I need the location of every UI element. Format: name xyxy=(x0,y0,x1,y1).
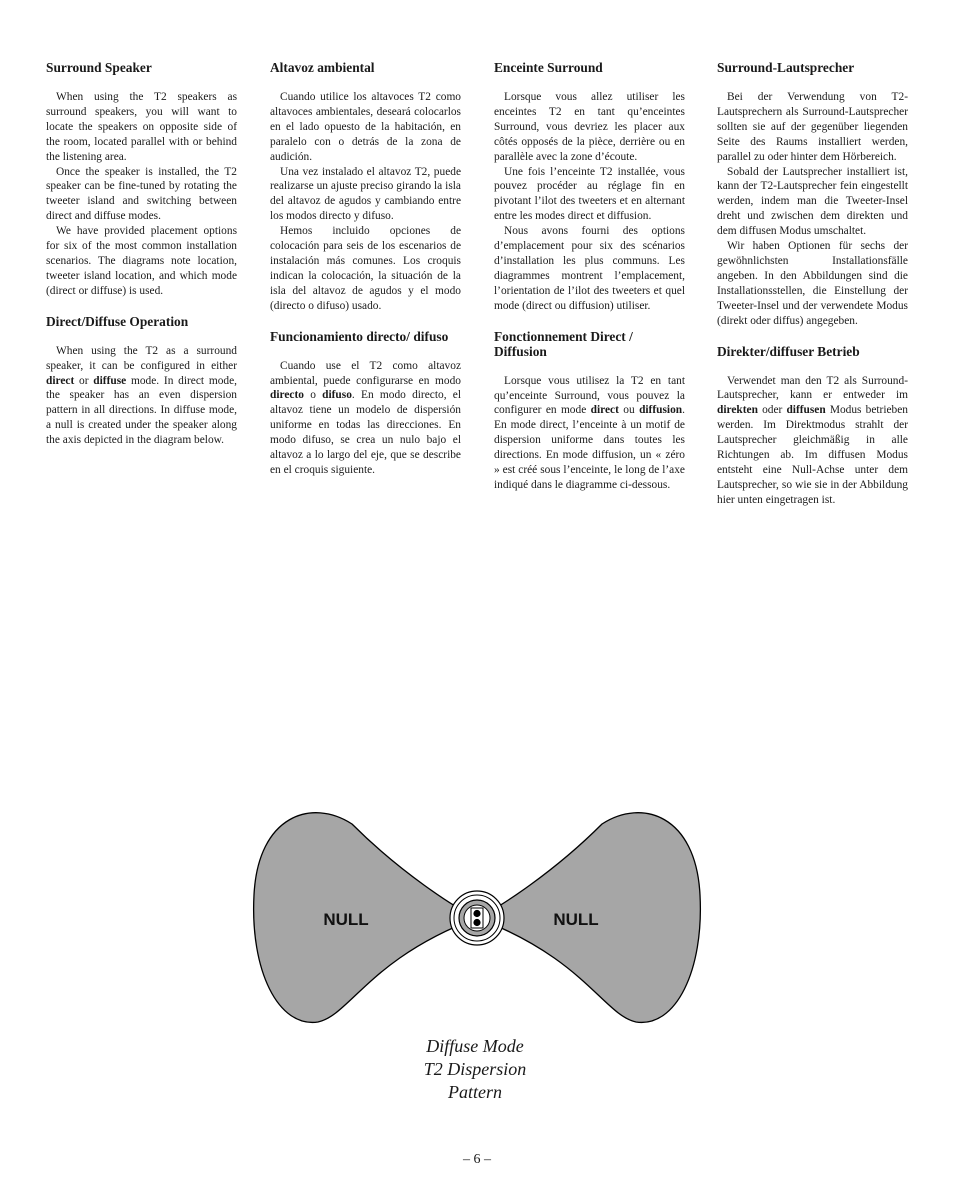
paragraph: Cuando utilice los altavoces T2 como altavoces ambientales, deseará colocarlos en el lado opuesto de la habitación, en paralelo con o detrás de la zona de audición. xyxy=(270,91,461,163)
page-number: – 6 – xyxy=(463,1152,491,1167)
section-heading: Direct/Diffuse Operation xyxy=(46,313,189,329)
bold-term: direkten xyxy=(717,404,758,417)
paragraph: Wir haben Optionen für sechs der gewöhnlichsten Installationsfälle angeben. In den Abbildungen sind die Installationsstellen, die Einstellung der Tweeter-Insel und der verwendete Modus (direkt oder diffus) angegeben. xyxy=(717,240,908,327)
paragraph: When using the T2 speakers as surround speakers, you will want to locate the speakers on opposite side of the room, located parallel with or behind the listening area. xyxy=(46,91,237,163)
null-label-left: NULL xyxy=(323,910,369,929)
speaker-icon xyxy=(450,891,504,945)
paragraph: Lorsque vous allez utiliser les enceintes T2 en tant qu’enceintes Surround, vous devriez les placer aux côtés opposés de la pièce, derrière ou en parallèle avec la zone d’écoute. xyxy=(494,91,685,163)
section-heading: Enceinte Surround xyxy=(494,60,603,75)
caption-line: T2 Dispersion xyxy=(423,1059,527,1079)
section-heading: Surround Speaker xyxy=(46,60,152,75)
section-heading: Direkter/diffuser Betrieb xyxy=(717,343,860,359)
section-heading: Fonctionnement Direct / Diffusion xyxy=(494,328,633,359)
paragraph: Lorsque vous utilisez la T2 en tant qu’enceinte Surround, vous pouvez la configurer en mode direct ou diffusion. En mode direct, l’enceinte à un motif de dispersion uniforme dans toutes les directions. En mode diffusion, un « zéro » est créé sous l’enceinte, le long de l’axe indiqué dans le diagramme ci-dessous. xyxy=(494,374,685,491)
paragraph: Once the speaker is installed, the T2 speaker can be fine-tuned by rotating the tweeter island and switching between direct and diffuse modes. xyxy=(46,165,237,223)
caption-line: Diffuse Mode xyxy=(426,1036,524,1056)
paragraph: Verwendet man den T2 als Surround-Lautsprecher, kann er entweder im direkten oder diffusen Modus betrieben werden. Im Direktmodus strahlt der Lautsprecher gleichmäßig in alle Richtungen ab. Im diffusen Modus entsteht eine Null-Achse unter dem Lautsprecher, so wie sie in der Abbildung hier unten eingetragen ist. xyxy=(717,374,908,506)
section-heading: Altavoz ambiental xyxy=(270,60,375,75)
section-heading: Funcionamiento directo/ difuso xyxy=(270,328,449,344)
bold-term: difuso xyxy=(322,389,352,402)
paragraph: Sobald der Lautsprecher installiert ist, kann der T2-Lautsprecher fein eingestellt werden, indem man die Tweeter-Insel dreht und zwischen dem direkten und dem diffusen Modus umschaltet. xyxy=(717,165,908,238)
bold-term: diffusion xyxy=(639,404,683,417)
null-label-right: NULL xyxy=(553,910,599,929)
bold-term: diffuse xyxy=(93,374,127,387)
dispersion-pattern-diagram xyxy=(250,810,704,1030)
column-english xyxy=(46,60,237,448)
paragraph: Une fois l’enceinte T2 installée, vous pouvez procéder au réglage fin en pivotant l’ilot des tweeters et en alternant entre les modes direct et diffusion. xyxy=(494,165,685,223)
paragraph: Bei der Verwendung von T2-Lautsprechern als Surround-Lautsprecher sollten sie auf der gegenüber liegenden Seite des Raums installiert werden, parallel zu oder hinter dem Hörbereich. xyxy=(717,91,908,163)
paragraph: Nous avons fourni des options d’emplacement pour six des scénarios d’installation les plus communs. Les diagrammes montrent l’emplacement, l’orientation de l’ilot des tweeters et quel mode (direct ou diffusion) utiliser. xyxy=(494,225,685,312)
paragraph: Cuando use el T2 como altavoz ambiental, puede configurarse en modo directo o difuso. En modo directo, el altavoz tiene un modelo de dispersión uniforme en todas las direcciones. En modo difuso, se crea un nulo bajo el altavoz a lo largo del eje, que se describe en el croquis siguiente. xyxy=(270,359,462,476)
paragraph: Hemos incluido opciones de colocación para seis de los escenarios de instalación más comunes. Los croquis indican la colocación, la situación de la isla del altavoz de agudos y el modo (directo o difuso) usado. xyxy=(270,225,461,312)
caption-line: Pattern xyxy=(448,1082,502,1102)
column-spanish xyxy=(270,60,461,478)
bold-term: diffusen xyxy=(786,404,826,417)
paragraph: When using the T2 as a surround speaker, it can be configured in either direct or diffuse mode. In direct mode, the speaker has an even dispersion pattern in all directions. In diffuse mode, a null is created under the speaker along the axis depicted in the diagram below. xyxy=(46,344,238,447)
section-heading: Surround-Lautsprecher xyxy=(717,60,855,75)
column-german xyxy=(717,60,908,508)
paragraph: We have provided placement options for six of the most common installation scenarios. The diagrams note location, tweeter island location, and which mode (direct or diffuse) is used. xyxy=(46,225,237,297)
column-french xyxy=(494,60,685,493)
diagram-caption xyxy=(375,1035,575,1104)
paragraph: Una vez instalado el altavoz T2, puede realizarse un ajuste preciso girando la isla del altavoz de agudos y cambiando entre los modos directo y difuso. xyxy=(270,165,461,223)
bold-term: directo xyxy=(270,389,304,402)
bold-term: direct xyxy=(46,374,75,387)
bold-term: direct xyxy=(590,404,619,417)
